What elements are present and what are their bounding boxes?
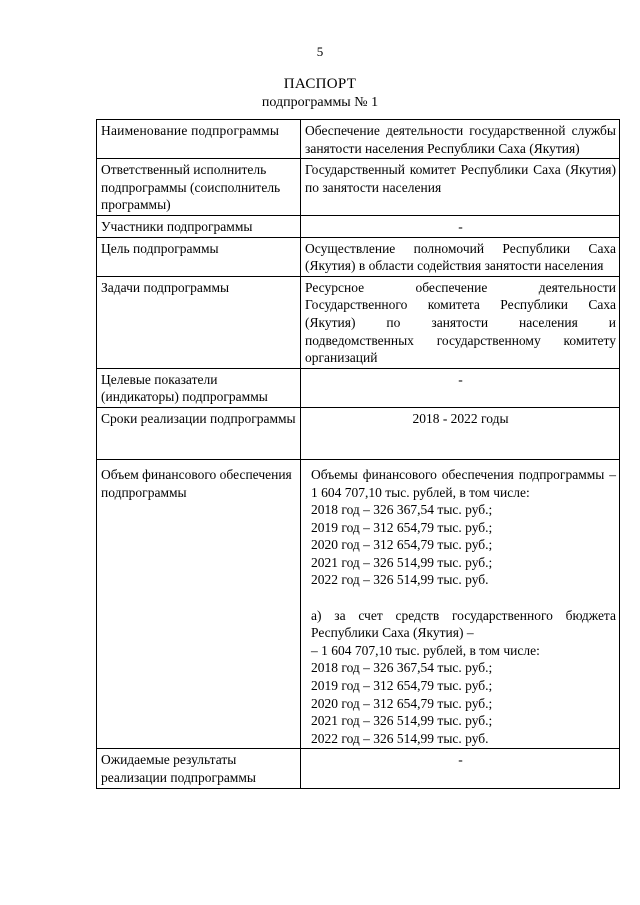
row-label: Цель подпрограммы xyxy=(97,237,301,276)
page-number: 5 xyxy=(316,44,324,59)
budget-total: – 1 604 707,10 тыс. рублей, в том числе: xyxy=(311,642,540,658)
budget-intro: а) за счет средств государственного бюджета Республики Саха (Якутия) – xyxy=(311,607,616,641)
table-row xyxy=(97,120,620,159)
finance-value xyxy=(301,459,620,749)
results-label: Ожидаемые результаты реализации подпрограммы xyxy=(97,749,301,788)
document-title: ПАСПОРТ xyxy=(283,76,357,92)
row-label: Сроки реализации подпрограммы xyxy=(97,407,301,459)
table-row xyxy=(97,749,620,788)
row-label: Участники подпрограммы xyxy=(97,215,301,237)
finance-year-2020: 2020 год – 312 654,79 тыс. руб.; xyxy=(311,537,493,553)
row-value: Осуществление полномочий Республики Саха (Якутия) в области содействия занятости населения xyxy=(301,237,620,276)
budget-year-2020: 2020 год – 312 654,79 тыс. руб.; xyxy=(311,695,493,711)
row-label: Ответственный исполнитель подпрограммы (соисполнитель программы) xyxy=(97,159,301,216)
spacer xyxy=(311,589,616,607)
row-value: Государственный комитет Республики Саха (Якутия) по занятости населения xyxy=(301,159,620,216)
finance-year-2021: 2021 год – 326 514,99 тыс. руб.; xyxy=(311,554,493,570)
table-row xyxy=(97,159,620,216)
row-value: Обеспечение деятельности государственной службы занятости населения Республики Саха (Якутия) xyxy=(301,120,620,159)
row-value: - xyxy=(301,368,620,407)
row-value: - xyxy=(301,215,620,237)
row-label: Задачи подпрограммы xyxy=(97,276,301,368)
finance-year-2022: 2022 год – 326 514,99 тыс. руб. xyxy=(311,572,489,588)
finance-label: Объем финансового обеспечения подпрограммы xyxy=(97,459,301,749)
budget-year-2018: 2018 год – 326 367,54 тыс. руб.; xyxy=(311,660,493,676)
document-subtitle: подпрограммы № 1 xyxy=(261,95,379,110)
finance-year-2019: 2019 год – 312 654,79 тыс. руб.; xyxy=(311,519,493,535)
table-row xyxy=(97,407,620,459)
results-value: - xyxy=(301,749,620,788)
finance-intro: Объемы финансового обеспечения подпрограммы – 1 604 707,10 тыс. рублей, в том числе: xyxy=(311,466,616,500)
finance-row xyxy=(97,459,620,749)
budget-year-2022: 2022 год – 326 514,99 тыс. руб. xyxy=(311,730,489,746)
passport-table xyxy=(96,119,620,789)
row-label: Наименование подпрограммы xyxy=(97,120,301,159)
table-row xyxy=(97,368,620,407)
row-value: Ресурсное обеспечение деятельности Государственного комитета Республики Саха (Якутия) по занятости населения и подведомственных государственному комитету организаций xyxy=(301,276,620,368)
finance-year-2018: 2018 год – 326 367,54 тыс. руб.; xyxy=(311,502,493,518)
table-row xyxy=(97,276,620,368)
table-row xyxy=(97,215,620,237)
budget-year-2019: 2019 год – 312 654,79 тыс. руб.; xyxy=(311,678,493,694)
budget-year-2021: 2021 год – 326 514,99 тыс. руб.; xyxy=(311,713,493,729)
row-value: 2018 - 2022 годы xyxy=(301,407,620,459)
table-row xyxy=(97,237,620,276)
row-label: Целевые показатели (индикаторы) подпрограммы xyxy=(97,368,301,407)
